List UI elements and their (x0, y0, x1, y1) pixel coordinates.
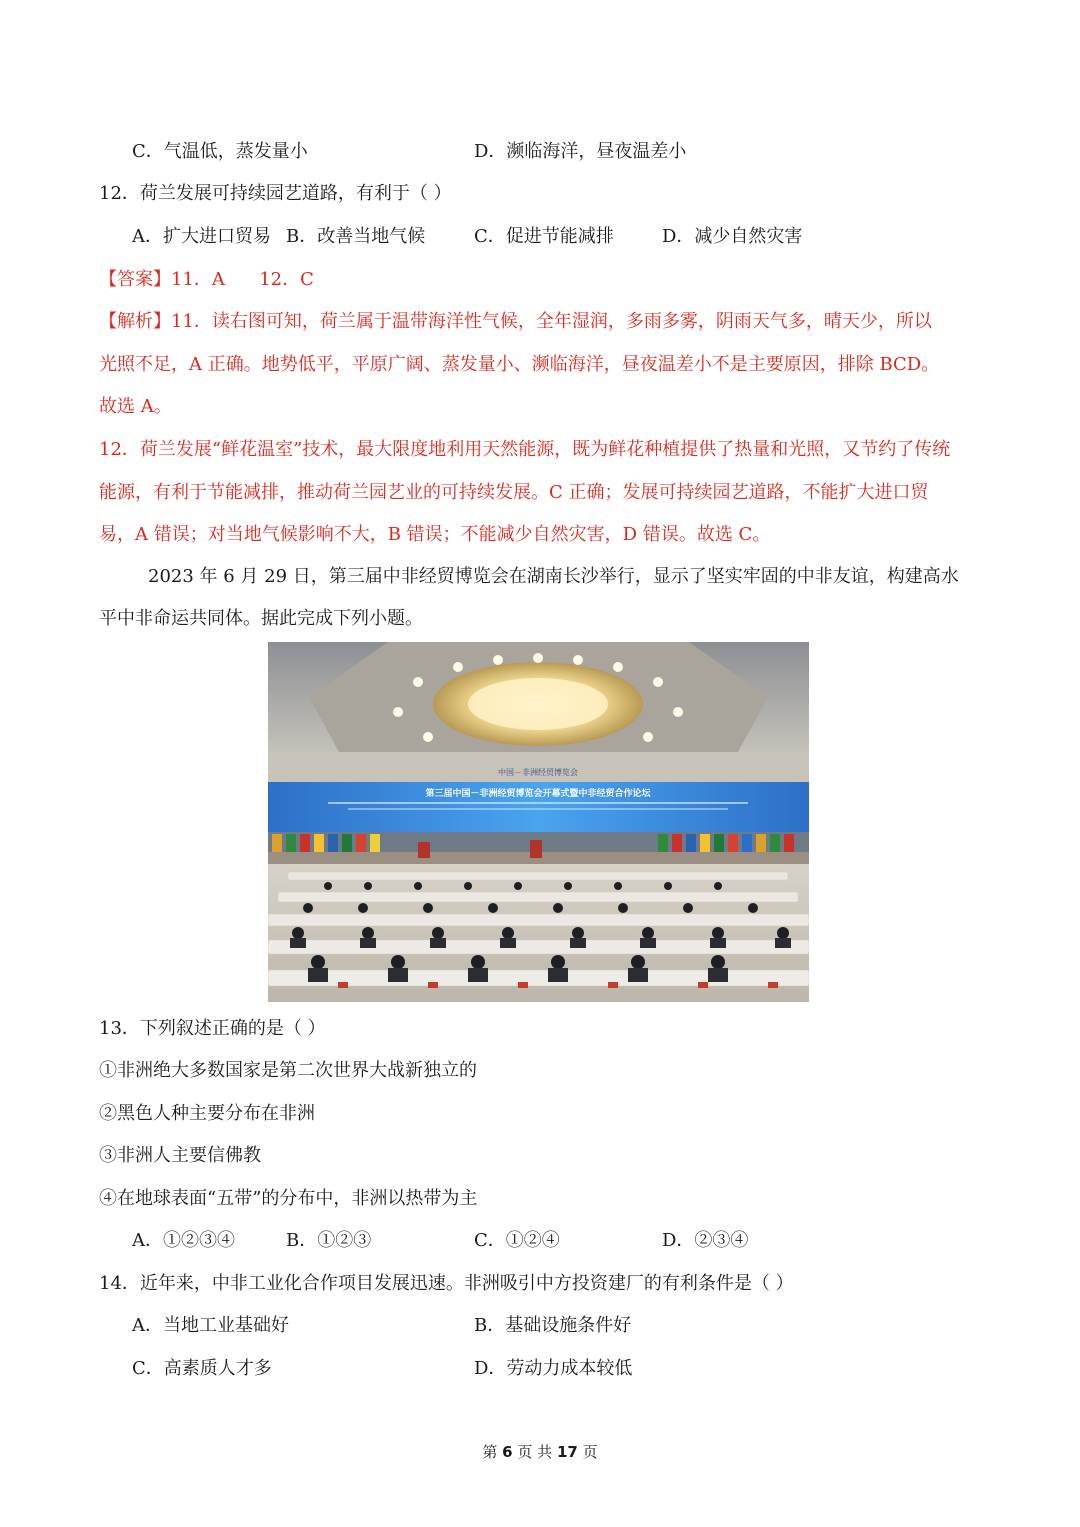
q13-item-3: ③非洲人主要信佛教 (99, 1145, 261, 1166)
passage-line-1: 2023 年 6 月 29 日，第三届中非经贸博览会在湖南长沙举行，显示了坚实牢固的中非友谊，构建高水 (148, 566, 959, 587)
q13-stem: 13．下列叙述正确的是（ ） (99, 1018, 326, 1039)
q12-stem: 12．荷兰发展可持续园艺道路，有利于（ ） (99, 183, 452, 204)
footer-page-number: 6 (502, 1443, 513, 1461)
photo-logo-text: 中国－非洲经贸博览会 (498, 768, 578, 777)
q14-option-b: B．基础设施条件好 (474, 1315, 632, 1336)
footer-prefix: 第 (482, 1443, 498, 1461)
answer-text: 11．A 12．C (171, 269, 314, 290)
q14-option-c: C．高素质人才多 (132, 1358, 272, 1379)
q12-option-d: D．减少自然灾害 (662, 226, 803, 247)
expo-hall-photo (268, 642, 809, 1002)
q11-option-c: C．气温低，蒸发量小 (132, 141, 308, 162)
footer-total-pages: 17 (556, 1443, 578, 1461)
q13-item-1: ①非洲绝大多数国家是第二次世界大战新独立的 (99, 1060, 477, 1081)
analysis-label: 【解析】 (99, 311, 171, 332)
q12-option-a: A．扩大进口贸易 (132, 226, 271, 247)
expo-hall-illustration (268, 642, 809, 1002)
analysis-line-6: 易，A 错误；对当地气候影响不大，B 错误；不能减少自然灾害，D 错误。故选 C。 (99, 524, 771, 545)
analysis-line-5: 能源，有利于节能减排，推动荷兰园艺业的可持续发展。C 正确；发展可持续园艺道路，不能扩大进口贸 (99, 482, 929, 503)
q13-option-a: A．①②③④ (132, 1230, 235, 1251)
analysis-text-1: 11．读右图可知，荷兰属于温带海洋性气候，全年湿润，多雨多雾，阴雨天气多，晴天少，所以 (171, 311, 932, 332)
q11-option-d: D．濒临海洋，昼夜温差小 (474, 141, 687, 162)
q13-option-d: D．②③④ (662, 1230, 749, 1251)
footer-middle: 页 共 (517, 1443, 553, 1461)
q14-stem: 14．近年来，中非工业化合作项目发展迅速。非洲吸引中方投资建厂的有利条件是（ ） (99, 1273, 794, 1294)
q13-option-c: C．①②④ (474, 1230, 560, 1251)
q13-item-4: ④在地球表面“五带”的分布中，非洲以热带为主 (99, 1188, 478, 1209)
q14-option-a: A．当地工业基础好 (132, 1315, 289, 1336)
photo-banner-title: 第三届中国－非洲经贸博览会开幕式暨中非经贸合作论坛 (425, 789, 651, 799)
analysis-line-2: 光照不足，A 正确。地势低平，平原广阔、蒸发量小、濒临海洋，昼夜温差小不是主要原因，排除 BCD。 (99, 354, 940, 375)
q13-item-2: ②黑色人种主要分布在非洲 (99, 1103, 315, 1124)
analysis-line-3: 故选 A。 (99, 396, 172, 417)
answer-label: 【答案】 (99, 269, 171, 290)
q13-option-b: B．①②③ (286, 1230, 372, 1251)
analysis-line-1 (99, 309, 932, 335)
q12-option-c: C．促进节能减排 (474, 226, 614, 247)
analysis-line-4: 12．荷兰发展“鲜花温室”技术，最大限度地利用天然能源，既为鲜花种植提供了热量和光照，又节约了传统 (99, 439, 951, 460)
passage-line-2: 平中非命运共同体。据此完成下列小题。 (99, 608, 423, 629)
page-footer (0, 1440, 1080, 1464)
answer-block (99, 267, 314, 293)
q14-option-d: D．劳动力成本较低 (474, 1358, 633, 1379)
footer-suffix: 页 (582, 1443, 598, 1461)
podium (418, 842, 430, 858)
q12-option-b: B．改善当地气候 (286, 226, 426, 247)
